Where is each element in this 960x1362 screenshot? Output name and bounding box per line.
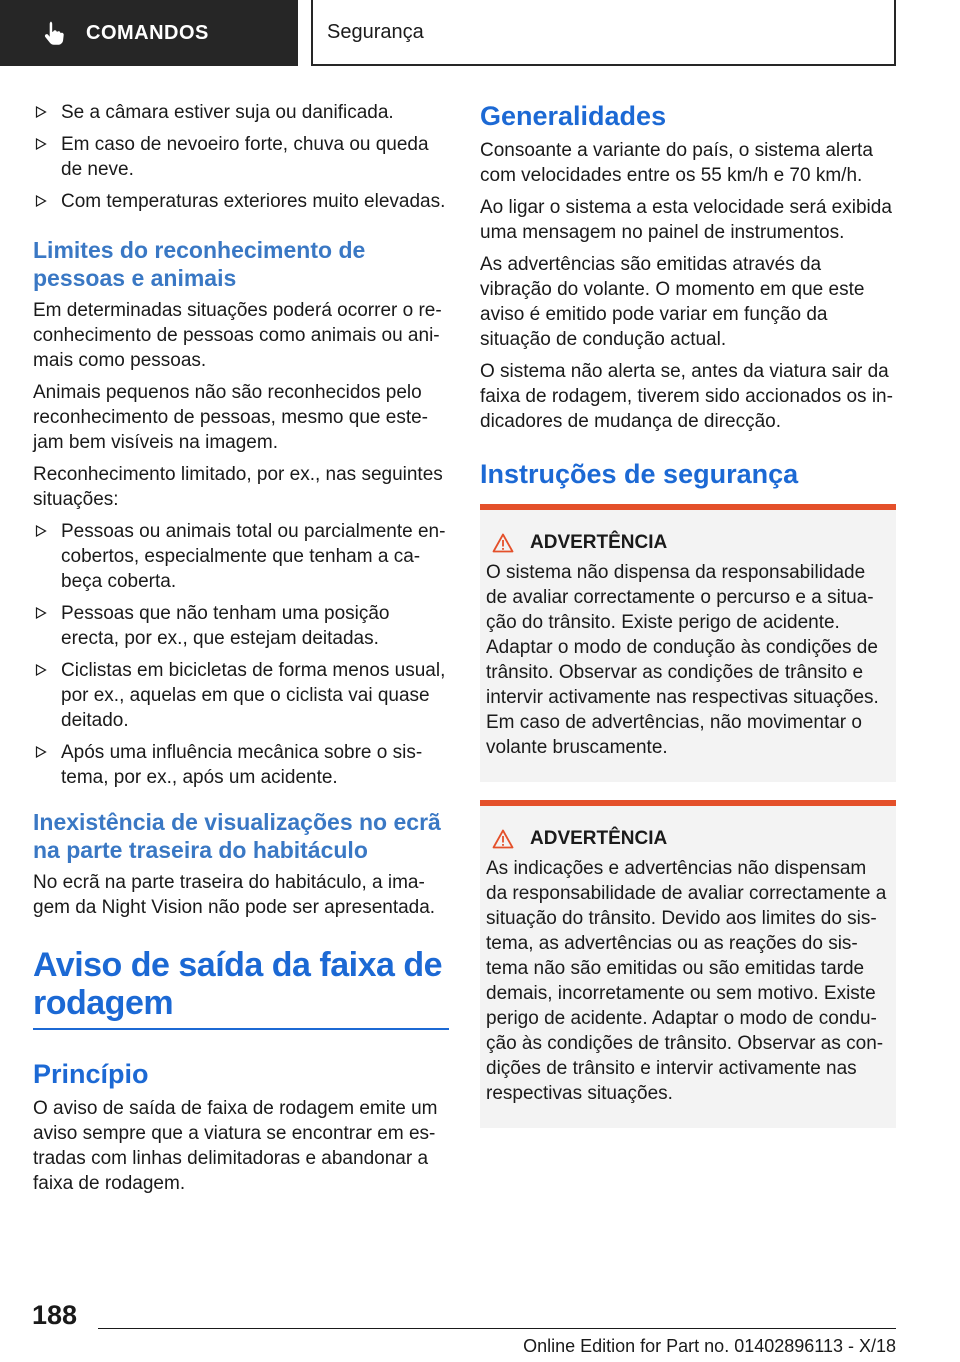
right-column [480, 100, 896, 1128]
warning-box [480, 504, 896, 782]
warning-triangle-icon [492, 829, 514, 849]
triangle-right-icon [35, 607, 47, 619]
heading-instrucoes: Instruções de segurança [480, 459, 799, 489]
footer-divider [98, 1328, 896, 1329]
paragraph: As advertências são emitidas através da vibração do volante. O momento em que este aviso é emitido pode variar em função da situação de condução actual. [480, 254, 865, 350]
paragraph: Animais pequenos não são reconhecidos pelo reconhecimento de pessoas, mesmo que este-jam bem visíveis na imagem. [33, 382, 428, 453]
heading-generalidades: Generalidades [480, 101, 667, 131]
list-item: Pessoas que não tenham uma posição erecta, por ex., que estejam deitadas. [33, 601, 449, 651]
chapter-heading-block [33, 946, 449, 1030]
pointing-hand-icon [44, 20, 66, 46]
page-number: 188 [32, 1300, 78, 1330]
chapter-tab-label: COMANDOS [86, 21, 209, 44]
heading-limites: Limites do reconhecimento de pessoas e animais [33, 237, 366, 291]
chapter-tab[interactable] [0, 0, 298, 66]
paragraph: Reconhecimento limitado, por ex., nas seguintes situações: [33, 464, 443, 510]
warning-title: ADVERTÊNCIA [530, 532, 668, 553]
paragraph: Ao ligar o sistema a esta velocidade será exibida uma mensagem no painel de instrumentos. [480, 197, 892, 243]
triangle-right-icon [35, 195, 47, 207]
triangle-right-icon [35, 525, 47, 537]
list-item: Após uma influência mecânica sobre o sis-tema, por ex., após um acidente. [33, 740, 449, 790]
list-item: Pessoas ou animais total ou parcialmente en-cobertos, especialmente que tenham a ca-beça coberta. [33, 519, 449, 594]
triangle-right-icon [35, 138, 47, 150]
paragraph: O sistema não alerta se, antes da viatura sair da faixa de rodagem, tiverem sido accionados os in-dicadores de mudança de direcção. [480, 361, 893, 432]
triangle-right-icon [35, 106, 47, 118]
footer-edition: Online Edition for Part no. 01402896113 - X/18 [523, 1336, 896, 1356]
warning-text: O sistema não dispensa da responsabilidade de avaliar correctamente o percurso e a situa-ção do trânsito. Existe perigo de acidente. Adaptar o modo de condução às condições de trânsito. Observar as condições de trânsito e intervir activamente nas respectivas situações. Em caso de advertências, não movimentar o volante bruscamente. [486, 562, 879, 758]
paragraph: O aviso de saída de faixa de rodagem emite um aviso sempre que a viatura se encontrar em es-tradas com linhas delimitadoras e abandonar a faixa de rodagem. [33, 1098, 438, 1194]
warning-triangle-icon [492, 533, 514, 553]
list-item: Ciclistas em bicicletas de forma menos usual, por ex., aquelas em que o ciclista vai quase deitado. [33, 658, 449, 733]
paragraph: Consoante a variante do país, o sistema alerta com velocidades entre os 55 km/h e 70 km/h. [480, 140, 873, 186]
triangle-right-icon [35, 746, 47, 758]
warning-header [486, 532, 888, 554]
heading-principio: Princípio [33, 1059, 149, 1089]
left-column [33, 100, 449, 1203]
chapter-heading: Aviso de saída da faixa de rodagem [33, 946, 443, 1022]
list-item: Com temperaturas exteriores muito elevadas. [33, 189, 449, 214]
warning-header [486, 828, 888, 850]
paragraph: No ecrã na parte traseira do habitáculo, a ima-gem da Night Vision não pode ser apresentada. [33, 872, 436, 918]
warning-title: ADVERTÊNCIA [530, 828, 668, 849]
triangle-right-icon [35, 664, 47, 676]
list-item: Se a câmara estiver suja ou danificada. [33, 100, 449, 125]
warning-text: As indicações e advertências não dispensam da responsabilidade de avaliar correctamente a situação do trânsito. Devido aos limites do sis-tema, as advertências ou as reações do sis-tema não são emitidas ou são emitidas tarde demais, incorretamente ou sem motivo. Existe perigo de acidente. Adaptar o modo de condu-ção às condições de trânsito. Observar as con-dições de trânsito e intervir activamente nas respectivas situações. [486, 858, 887, 1104]
heading-inexistencia: Inexistência de visualizações no ecrã na parte traseira do habitáculo [33, 809, 441, 863]
warning-box [480, 800, 896, 1128]
paragraph: Em determinadas situações poderá ocorrer o re-conhecimento de pessoas como animais ou ani-mais como pessoas. [33, 300, 442, 371]
section-title: Segurança [311, 0, 896, 66]
list-item: Em caso de nevoeiro forte, chuva ou queda de neve. [33, 132, 449, 182]
